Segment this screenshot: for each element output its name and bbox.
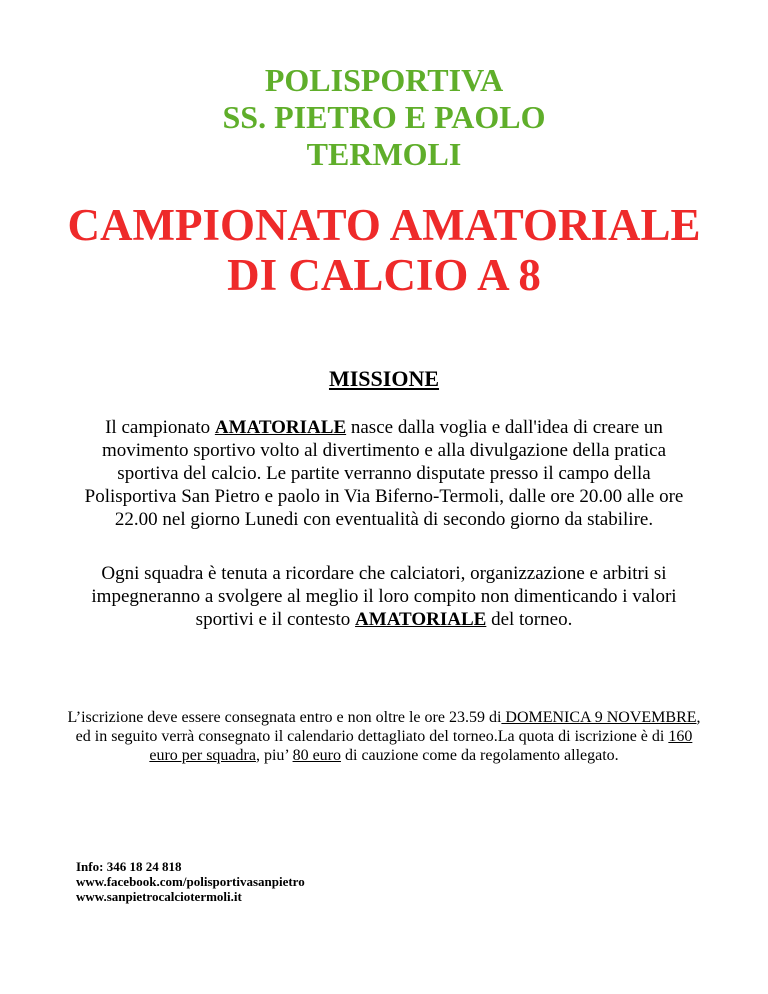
mission-p2-text-end: del torneo. [486,609,573,630]
registration-text-4: di cauzione come da regolamento allegato. [341,747,619,764]
championship-title-line-2: DI CALCIO A 8 [227,250,541,300]
org-name-line-2: SS. PIETRO E PAOLO [222,99,546,135]
championship-title-line-1: CAMPIONATO AMATORIALE [67,200,701,250]
registration-fee: 160 euro per squadra [149,728,693,764]
mission-p2-amatoriale: AMATORIALE [355,609,487,630]
registration-text-3: , piu’ [255,747,293,764]
championship-title [0,200,768,300]
organization-title [0,62,768,173]
registration-text-2: , ed in seguito verrà consegnato il calendario dettagliato del torneo.La quota di iscrizione è di [75,709,701,745]
registration-deposit: 80 euro [292,747,341,764]
mission-p1-amatoriale: AMATORIALE [214,417,347,438]
registration-text-1: L’iscrizione deve essere consegnata entro e non oltre le ore 23.59 di [67,709,502,726]
mission-paragraph-1 [70,416,698,531]
mission-heading: MISSIONE [328,366,440,391]
mission-p1-text-start: Il campionato [105,417,215,438]
contact-website-link: www.sanpietrocalciotermoli.it [76,889,242,904]
mission-p2-text-start: Ogni squadra è tenuta a ricordare che calciatori, organizzazione e arbitri si impegneranno a svolgere al meglio il loro compito non dimenticando i valori sportivi e il contesto [91,563,677,630]
org-name-line-3: TERMOLI [306,136,462,172]
registration-paragraph [60,708,708,765]
contact-phone: Info: 346 18 24 818 [76,859,182,874]
contact-facebook-link: www.facebook.com/polisportivasanpietro [76,874,305,889]
contact-info [76,859,305,904]
mission-paragraph-2 [70,562,698,631]
mission-p1-text-end: nasce dalla voglia e dall'idea di creare un movimento sportivo volto al divertimento e alla divulgazione della pratica sportiva del calcio. Le partite verranno disputate presso il campo della Polisportiva San Pietro e paolo in Via Biferno-Termoli, dalle ore 20.00 alle ore 22.00 nel giorno Lunedi con eventualità di secondo giorno da stabilire. [84,417,684,530]
registration-deadline: DOMENICA 9 NOVEMBRE [501,709,697,726]
org-name-line-1: POLISPORTIVA [264,62,504,98]
